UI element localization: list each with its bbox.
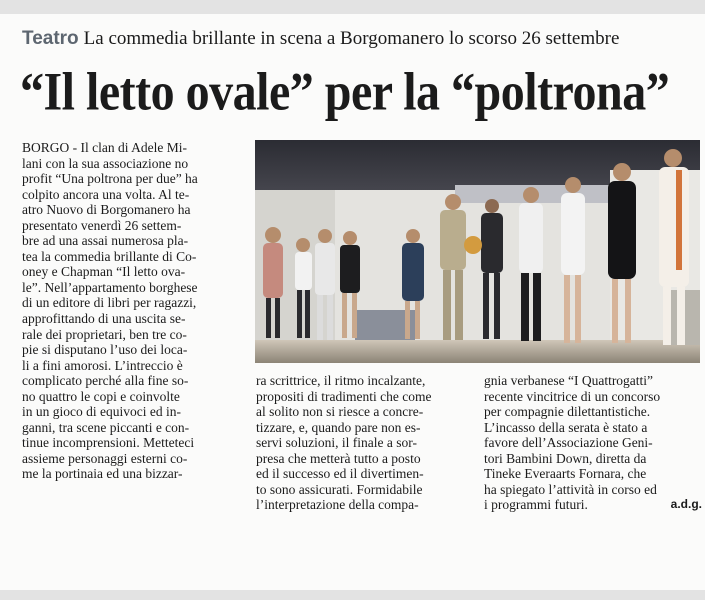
column-line: to sono assicurati. Formidabile — [256, 481, 423, 497]
column-line: ed il successo ed il divertimen- — [256, 466, 424, 482]
column-line: lani con la sua associazione no — [22, 155, 189, 171]
column-line: in un gioco di equivoci ed in- — [22, 404, 181, 420]
column-line: ganni, tra scene piccanti e con- — [22, 419, 190, 435]
top-band — [0, 0, 705, 14]
photo-illustration — [255, 140, 700, 363]
column-line: tea la commedia brillante di Co- — [22, 248, 197, 264]
column-line: ha spiegato l’attività in corso ed — [484, 481, 657, 497]
last-line-text: i programmi futuri. — [484, 497, 588, 513]
column-line: bre ad una assai numerosa pla- — [22, 233, 189, 249]
column-line: Tineke Everaarts Fornara, che — [484, 466, 647, 482]
kicker-text: La commedia brillante in scena a Borgomanero lo scorso 26 settembre — [83, 28, 620, 49]
column-line: tinue incomprensioni. Metteteci — [22, 435, 195, 451]
column-line: me la portinaia ed una bizzar- — [22, 466, 183, 482]
column-line: BORGO - Il clan di Adele Mi- — [22, 140, 187, 155]
column-line: tori Bambini Down, diretta da — [484, 450, 647, 466]
column-line: colpito ancora una volta. Al te- — [22, 186, 190, 202]
column-line: per compagnie dilettantistiche. — [484, 404, 651, 420]
column-line: servi soluzioni, il finale a sor- — [256, 435, 417, 451]
column-line: ra scrittrice, il ritmo incalzante, — [256, 373, 426, 388]
column-line: approfittando di una uscita se- — [22, 311, 186, 327]
column-line: L’incasso della serata è stato a — [484, 419, 648, 435]
column-line: complicato perché alla fine so- — [22, 373, 189, 389]
headline: “Il letto ovale” per la “poltrona” — [20, 62, 670, 122]
article-column-1 — [22, 140, 250, 560]
kicker — [22, 27, 697, 51]
column-line: presentato venerdì 26 settem- — [22, 217, 182, 233]
stage-cast-photo — [255, 140, 700, 363]
column-line: le”. Nell’appartamento borghese — [22, 279, 198, 295]
article-column-2 — [256, 373, 474, 563]
column-line — [484, 497, 702, 513]
column-line: atro Nuovo di Borgomanero ha — [22, 202, 191, 218]
column-line: assieme personaggi esterni co- — [22, 450, 188, 466]
column-line: pie si disputano l’uso dei loca- — [22, 342, 188, 358]
section-label: Teatro — [22, 28, 79, 49]
column-line: presa che metterà tutto a posto — [256, 450, 421, 466]
column-line: l’interpretazione della compa- — [256, 497, 419, 513]
column-line: al solito non si riesce a concre- — [256, 404, 424, 420]
column-line: di un editore di libri per ragazzi, — [22, 295, 197, 311]
column-line: gnia verbanese “I Quattrogatti” — [484, 373, 654, 388]
article-column-3 — [484, 373, 702, 563]
bottom-band — [0, 590, 705, 600]
column-line: oney e Chapman “Il letto ova- — [22, 264, 186, 280]
author-signature: a.d.g. — [670, 497, 702, 512]
column-line: profit “Una poltrona per due” ha — [22, 171, 198, 187]
column-line: tizzare, e, quando pare non es- — [256, 419, 421, 435]
column-line: rale dei proprietari, ben tre co- — [22, 326, 187, 342]
column-line: li a fini amorosi. L’intreccio è — [22, 357, 183, 373]
column-line: favore dell’Associazione Geni- — [484, 435, 653, 451]
column-line: recente vincitrice di un concorso — [484, 388, 661, 404]
column-line: propositi di tradimenti che come — [256, 388, 432, 404]
column-line: no quattro le copi e coinvolte — [22, 388, 180, 404]
